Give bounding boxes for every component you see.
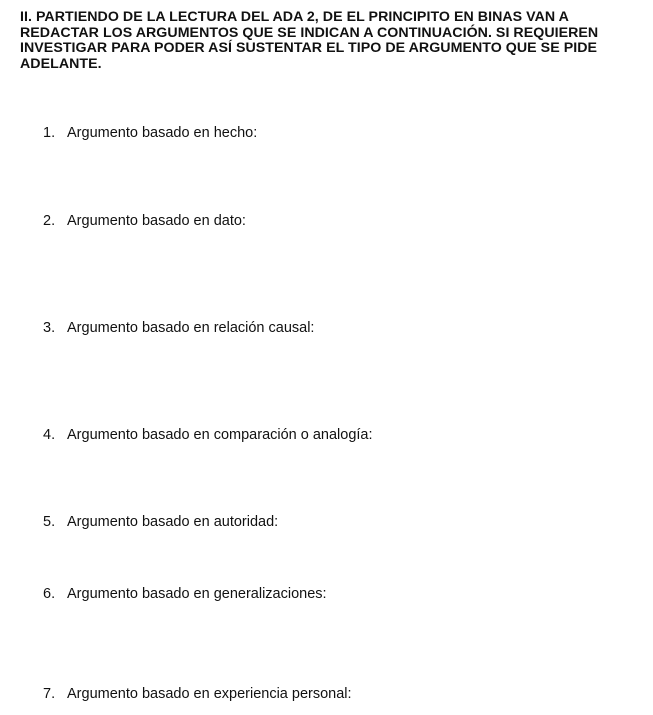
list-item-text: Argumento basado en comparación o analogía:: [67, 427, 373, 443]
section-heading: II. PARTIENDO DE LA LECTURA DEL ADA 2, DE EL PRINCIPITO EN BINAS VAN A REDACTAR LOS ARGUMENTOS QUE SE INDICAN A CONTINUACIÓN. SI REQUIEREN INVESTIGAR PARA PODER ASÍ SUSTENTAR EL TIPO DE ARGUMENTO QUE SE PIDE ADELANTE.: [20, 9, 599, 72]
list-item-text: Argumento basado en dato:: [67, 213, 246, 229]
list-item-number: 5.: [43, 514, 56, 530]
list-item-text: Argumento basado en relación causal:: [67, 320, 315, 336]
list-item-3: [43, 319, 314, 337]
list-item-number: 2.: [43, 213, 56, 229]
list-item-text: Argumento basado en experiencia personal:: [67, 686, 352, 702]
list-item-number: 4.: [43, 427, 56, 443]
list-item-1: [43, 124, 257, 142]
list-item-number: 3.: [43, 320, 56, 336]
list-item-5: [43, 513, 278, 531]
list-item-6: [43, 585, 327, 603]
list-item-text: Argumento basado en autoridad:: [67, 514, 279, 530]
list-item-2: [43, 212, 246, 230]
list-item-number: 7.: [43, 686, 56, 702]
list-item-text: Argumento basado en generalizaciones:: [67, 586, 327, 602]
list-item-7: [43, 685, 352, 703]
list-item-number: 6.: [43, 586, 56, 602]
list-item-4: [43, 426, 373, 444]
list-item-text: Argumento basado en hecho:: [67, 125, 258, 141]
list-item-number: 1.: [43, 125, 56, 141]
